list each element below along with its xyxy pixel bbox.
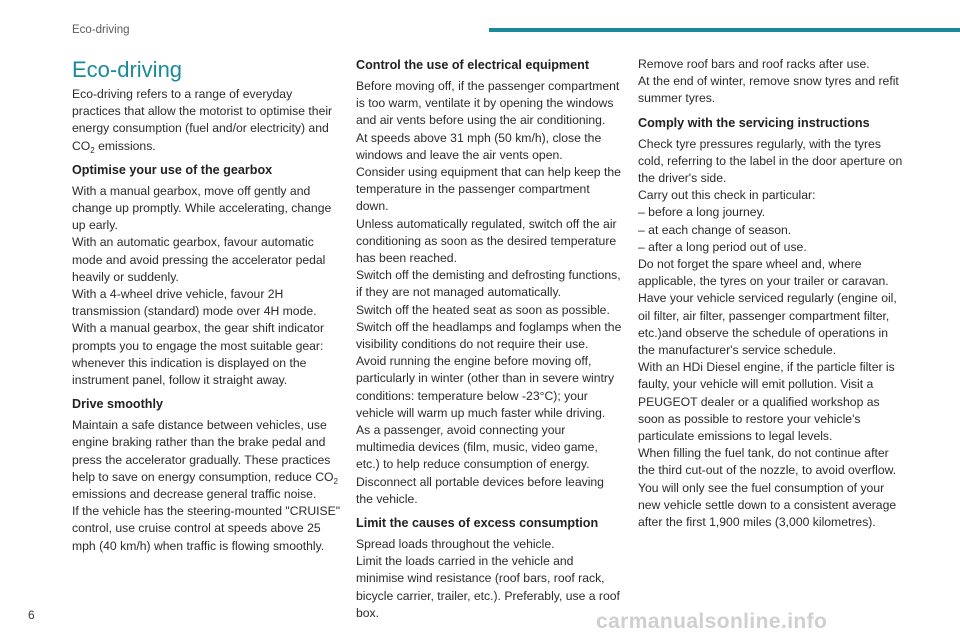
- servicing-heading: Comply with the servicing instructions: [638, 115, 870, 130]
- excess-paragraph: Spread loads throughout the vehicle.: [356, 537, 555, 552]
- servicing-list-item: – at each change of season.: [638, 222, 792, 237]
- header-accent-bar: [489, 28, 960, 32]
- electrical-paragraph: Switch off the headlamps and foglamps when the visibility conditions do not require their use.: [356, 319, 622, 352]
- electrical-paragraph: Unless automatically regulated, switch off the air conditioning as soon as the desired temperature has been reached.: [356, 216, 617, 266]
- gearbox-paragraph: With a 4-wheel drive vehicle, favour 2H transmission (standard) mode over 4H mode.: [72, 287, 317, 319]
- roof-paragraph: Remove roof bars and roof racks after use.: [638, 57, 870, 71]
- intro-paragraph: Eco-driving refers to a range of everyday practices that allow the motorist to optimise their energy consumption (fuel and/or electricity) and $CO_2$ emissions.: [72, 87, 333, 155]
- excess-consumption-heading: Limit the causes of excess consumption: [356, 516, 599, 531]
- servicing-paragraph: Check tyre pressures regularly, with the tyres cold, referring to the label in the door aperture on the driver's side.: [638, 136, 903, 186]
- electrical-heading: Control the use of electrical equipment: [356, 58, 590, 72]
- excess-paragraph: Limit the loads carried in the vehicle and minimise wind resistance (roof bars, roof rack, bicycle carrier, trailer, etc.). Preferably, use a roof box.: [356, 554, 620, 620]
- drive-paragraph: Maintain a safe distance between vehicles, use engine braking rather than the brake pedal and press the accelerator gradually. These practices help to save on energy consumption, reduce $CO_2$ emissions and decrease general traffic noise.: [72, 418, 338, 502]
- electrical-paragraph: Switch off the demisting and defrosting functions, if they are not managed automatically.: [356, 268, 621, 300]
- servicing-list-item: – before a long journey.: [638, 205, 766, 220]
- gearbox-paragraph: With a manual gearbox, move off gently and change up promptly. While accelerating, change up early.: [72, 183, 332, 233]
- drive-smoothly-heading: Drive smoothly: [72, 397, 163, 412]
- running-header: Eco-driving: [72, 24, 130, 36]
- column-1: [72, 56, 342, 555]
- column-3: [638, 56, 908, 531]
- servicing-paragraph: Do not forget the spare wheel and, where applicable, the tyres on your trailer or caravan.: [638, 257, 889, 289]
- servicing-paragraph: Carry out this check in particular:: [638, 188, 816, 203]
- roof-paragraph: At the end of winter, remove snow tyres and refit summer tyres.: [638, 74, 899, 106]
- electrical-paragraph: Avoid running the engine before moving off, particularly in winter (other than in severe wintry conditions: temperature below -23°C); your vehicle will warm up much faster while driving.: [356, 354, 615, 420]
- servicing-paragraph: With an HDi Diesel engine, if the particle filter is faulty, your vehicle will emit pollution. Visit a PEUGEOT dealer or a qualified workshop as soon as possible to restore your vehicle's particulate emissions to legal levels.: [638, 360, 895, 444]
- gearbox-heading: Optimise your use of the gearbox: [72, 162, 273, 177]
- gearbox-paragraph: With an automatic gearbox, favour automatic mode and avoid pressing the accelerator pedal heavily or suddenly.: [72, 235, 326, 284]
- electrical-paragraph: At speeds above 31 mph (50 km/h), close the windows and leave the air vents open.: [356, 130, 602, 162]
- servicing-list-item: – after a long period out of use.: [638, 239, 807, 254]
- servicing-paragraph: Have your vehicle serviced regularly (engine oil, oil filter, air filter, passenger compartment filter, etc.)and observe the schedule of operations in the manufacturer's service schedule.: [638, 291, 897, 358]
- gearbox-paragraph: With a manual gearbox, the gear shift indicator prompts you to engage the most suitable gear: whenever this indication is displayed on the instrument panel, follow it straight away.: [72, 321, 325, 388]
- servicing-paragraph: You will only see the fuel consumption of your new vehicle settle down to a consistent average after the first 1,900 miles (3,000 kilometres).: [638, 480, 897, 530]
- watermark: carmanualsonline.info: [596, 610, 828, 633]
- page-number: 6: [28, 608, 35, 622]
- column-2: [356, 56, 624, 622]
- electrical-paragraph: As a passenger, avoid connecting your multimedia devices (film, music, video game, etc.) to help reduce consumption of energy.: [356, 423, 598, 472]
- cruise-paragraph: If the vehicle has the steering-mounted "CRUISE" control, use cruise control at speeds above 25 mph (40 km/h) when traffic is flowing smoothly.: [72, 504, 341, 553]
- electrical-paragraph: Before moving off, if the passenger compartment is too warm, ventilate it by opening the windows and air vents before using the air conditioning.: [356, 79, 620, 128]
- page-title: Eco-driving: [72, 57, 183, 82]
- electrical-paragraph: Disconnect all portable devices before leaving the vehicle.: [356, 474, 604, 506]
- servicing-paragraph: When filling the fuel tank, do not continue after the third cut-out of the nozzle, to avoid overflow.: [638, 446, 897, 478]
- electrical-paragraph: Consider using equipment that can help keep the temperature in the passenger compartment down.: [356, 165, 621, 214]
- electrical-paragraph: Switch off the heated seat as soon as possible.: [356, 302, 610, 317]
